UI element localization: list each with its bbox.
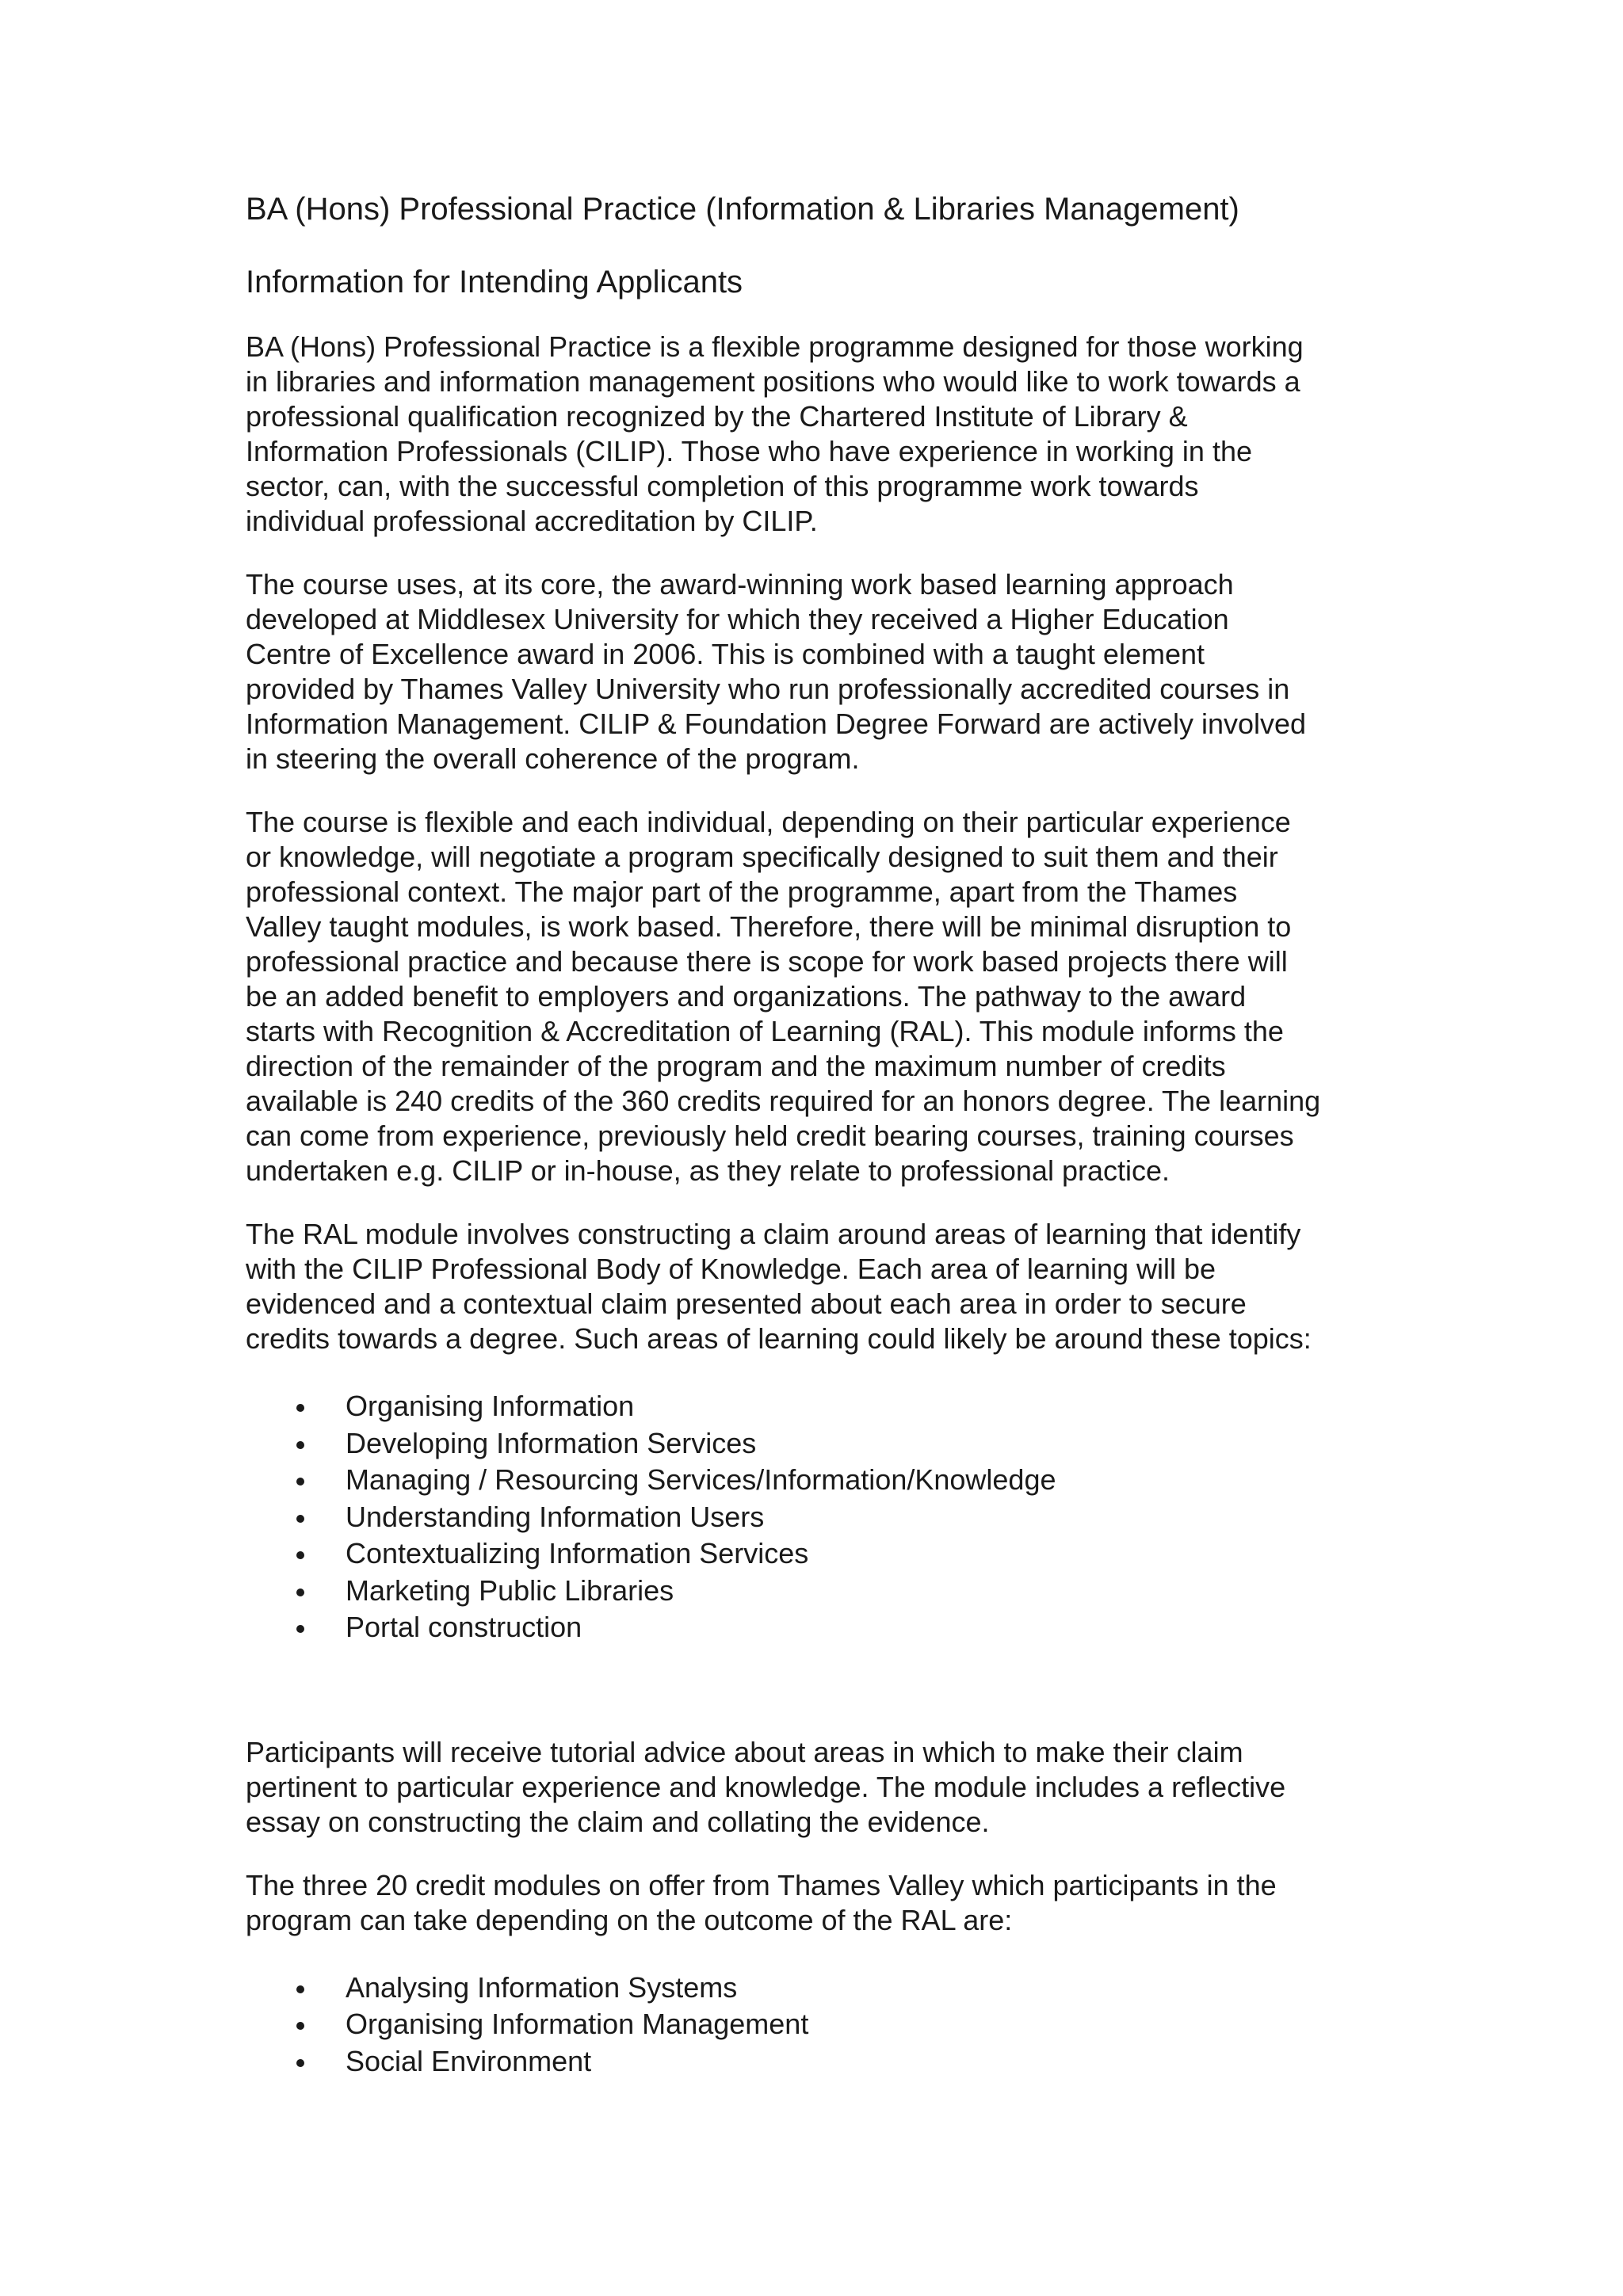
list-item-text: Managing / Resourcing Services/Information/Knowledge — [346, 1463, 1056, 1496]
bullet-icon — [296, 1478, 304, 1486]
bullet-icon — [296, 2022, 304, 2030]
bullet-icon — [296, 1441, 304, 1449]
list-item-text: Contextualizing Information Services — [346, 1537, 809, 1569]
document-title: BA (Hons) Professional Practice (Information & Libraries Management) — [246, 192, 1239, 227]
bullet-icon — [296, 1515, 304, 1523]
list-item — [246, 1462, 1395, 1499]
bullet-icon — [296, 2059, 304, 2067]
list-item-text: Understanding Information Users — [346, 1500, 765, 1533]
bullet-icon — [296, 1404, 304, 1412]
list-item — [246, 1573, 1395, 1610]
learning-topics-list — [246, 1388, 1395, 1646]
list-item — [246, 1425, 1395, 1463]
list-item — [246, 1499, 1395, 1536]
list-item — [246, 2043, 1395, 2081]
document-subtitle: Information for Intending Applicants — [246, 265, 743, 299]
list-item — [246, 1388, 1395, 1425]
bullet-icon — [296, 1625, 304, 1633]
list-item — [246, 1535, 1395, 1573]
paragraph-ral-module: The RAL module involves constructing a claim around areas of learning that identify with the CILIP Professional Body of Knowledge. Each area of learning will be evidenced and a contextual claim presented about each area in order to secure credits towards a degree. Such areas of learning could likely be around these topics: — [246, 1218, 1312, 1355]
bullet-icon — [296, 1589, 304, 1596]
bullet-icon — [296, 1985, 304, 1993]
paragraph-tutorial-advice: Participants will receive tutorial advice about areas in which to make their claim pertinent to particular experience and knowledge. The module includes a reflective essay on constructing the claim and collating the evidence. — [246, 1735, 1286, 1838]
list-item-text: Organising Information — [346, 1390, 635, 1422]
list-item-text: Analysing Information Systems — [346, 1970, 738, 2004]
list-item — [246, 1970, 1395, 2007]
paragraph-approach: The course uses, at its core, the award-winning work based learning approach developed at Middlesex University for which they received a Higher Education Centre of Excellence award in 2006. This is combined with a taught element provided by Thames Valley University who run professionally accredited courses in Information Management. CILIP & Foundation Degree Forward are actively involved in steering the overall coherence of the program. — [246, 568, 1307, 775]
list-item — [246, 2006, 1395, 2043]
paragraph-modules-intro: The three 20 credit modules on offer from Thames Valley which participants in the program can take depending on the outcome of the RAL are: — [246, 1868, 1277, 1936]
paragraph-flexibility: The course is flexible and each individual, depending on their particular experience or knowledge, will negotiate a program specifically designed to suit them and their professional context. The major part of the programme, apart from the Thames Valley taught modules, is work based. Therefore, there will be minimal disruption to professional practice and because there is scope for work based projects there will be an added benefit to employers and organizations. The pathway to the award starts with Recognition & Accreditation of Learning (RAL). This module informs the direction of the remainder of the program and the maximum number of credits available is 240 credits of the 360 credits required for an honors degree. The learning can come from experience, previously held credit bearing courses, training courses undertaken e.g. CILIP or in-house, as they relate to professional practice. — [246, 806, 1321, 1187]
list-item-text: Marketing Public Libraries — [346, 1573, 674, 1607]
list-item-text: Organising Information Management — [346, 2008, 809, 2040]
modules-list — [246, 1970, 1395, 2081]
bullet-icon — [296, 1551, 304, 1559]
list-item-text: Social Environment — [346, 2044, 592, 2077]
list-item — [246, 1609, 1395, 1646]
list-item-text: Portal construction — [346, 1611, 582, 1643]
paragraph-intro: BA (Hons) Professional Practice is a flexible programme designed for those working in libraries and information management positions who would like to work towards a professional qualification recognized by the Chartered Institute of Library & Information Professionals (CILIP). Those who have experience in working in the sector, can, with the successful completion of this programme work towards individual professional accreditation by CILIP. — [246, 330, 1304, 537]
list-item-text: Developing Information Services — [346, 1426, 757, 1459]
document-page — [246, 187, 1395, 2080]
